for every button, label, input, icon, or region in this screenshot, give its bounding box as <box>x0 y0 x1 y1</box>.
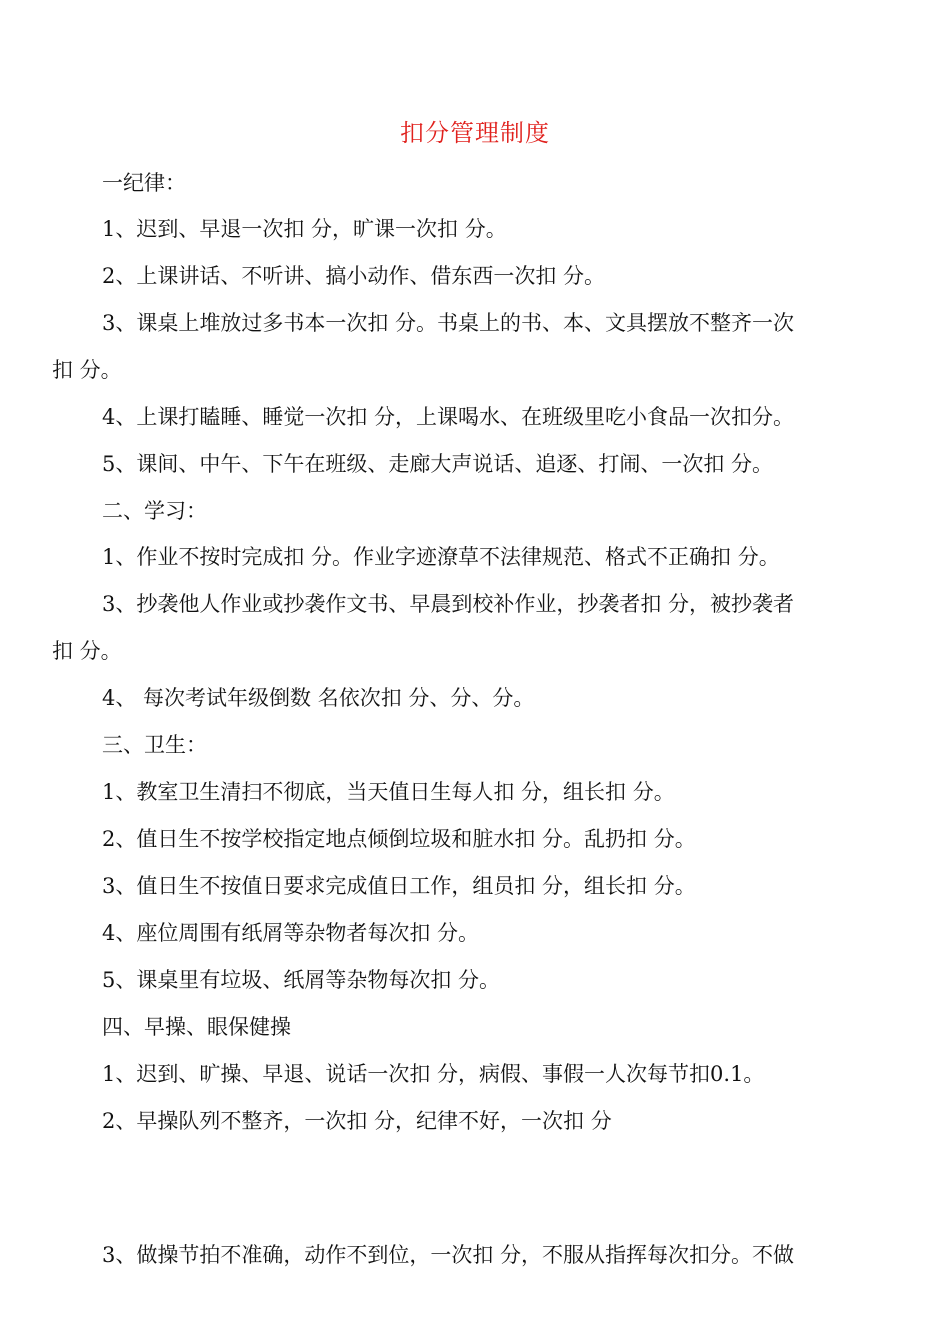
section-heading-hygiene: 三、卫生： <box>102 733 207 757</box>
list-item: 1、迟到、旷操、早退、说话一次扣 分，病假、事假一人次每节扣0.1。 <box>102 1062 765 1086</box>
list-item: 4、 每次考试年级倒数 名依次扣 分、分、分。 <box>102 686 535 710</box>
list-item: 3、课桌上堆放过多书本一次扣 分。书桌上的书、本、文具摆放不整齐一次 <box>102 311 795 335</box>
list-item: 4、上课打瞌睡、睡觉一次扣 分，上课喝水、在班级里吃小食品一次扣分。 <box>102 405 795 429</box>
list-item: 2、上课讲话、不听讲、搞小动作、借东西一次扣 分。 <box>102 264 606 288</box>
document-title: 扣分管理制度 <box>400 119 550 147</box>
list-item: 3、值日生不按值日要求完成值日工作，组员扣 分，组长扣 分。 <box>102 874 696 898</box>
list-item: 1、作业不按时完成扣 分。作业字迹潦草不法律规范、格式不正确扣 分。 <box>102 545 780 569</box>
list-item: 2、早操队列不整齐，一次扣 分，纪律不好，一次扣 分 <box>102 1109 612 1133</box>
section-heading-exercises: 四、早操、眼保健操 <box>102 1015 291 1039</box>
list-item: 5、课桌里有垃圾、纸屑等杂物每次扣 分。 <box>102 968 501 992</box>
list-item: 2、值日生不按学校指定地点倾倒垃圾和脏水扣 分。乱扔扣 分。 <box>102 827 696 851</box>
list-item: 1、迟到、早退一次扣 分，旷课一次扣 分。 <box>102 217 507 241</box>
list-item: 3、做操节拍不准确，动作不到位，一次扣 分，不服从指挥每次扣分。不做 <box>102 1243 795 1267</box>
list-item-continuation: 扣 分。 <box>52 639 122 663</box>
list-item: 1、教室卫生清扫不彻底，当天值日生每人扣 分，组长扣 分。 <box>102 780 675 804</box>
list-item: 3、抄袭他人作业或抄袭作文书、早晨到校补作业，抄袭者扣 分，被抄袭者 <box>102 592 795 616</box>
list-item: 4、座位周围有纸屑等杂物者每次扣 分。 <box>102 921 480 945</box>
section-heading-study: 二、学习： <box>102 499 207 523</box>
section-heading-discipline: 一纪律： <box>102 171 186 195</box>
list-item-continuation: 扣 分。 <box>52 358 122 382</box>
list-item: 5、课间、中午、下午在班级、走廊大声说话、追逐、打闹、一次扣 分。 <box>102 452 774 476</box>
